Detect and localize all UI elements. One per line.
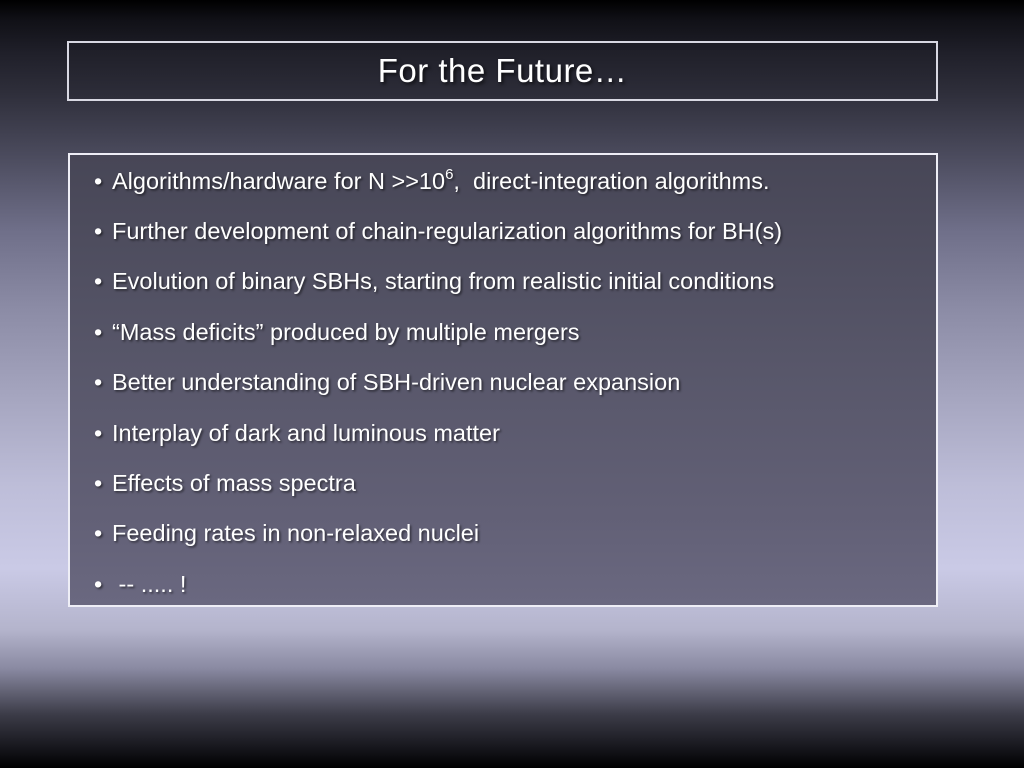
content-box	[68, 153, 938, 607]
bullet-superscript: 6	[445, 165, 454, 183]
title-box	[67, 41, 938, 101]
bullet-icon: •	[94, 268, 103, 295]
bullet-text: Feeding rates in non-relaxed nuclei	[112, 520, 480, 547]
bullet-icon: •	[94, 369, 103, 396]
bullet-text: Algorithms/hardware for N >>10	[112, 167, 446, 194]
bullet-text: “Mass deficits” produced by multiple mergers	[112, 318, 580, 345]
list-item	[94, 358, 926, 408]
bullet-list	[70, 155, 936, 610]
list-item	[94, 307, 926, 357]
bullet-text: Interplay of dark and luminous matter	[112, 419, 500, 446]
bullet-text: , direct-integration algorithms.	[453, 167, 770, 194]
bullet-icon: •	[94, 419, 103, 446]
bullet-icon: •	[94, 570, 103, 597]
bullet-icon: •	[94, 318, 103, 345]
list-item	[94, 206, 926, 256]
list-item	[94, 257, 926, 307]
bullet-text: -- ..... !	[112, 570, 187, 597]
bullet-text: Evolution of binary SBHs, starting from realistic initial conditions	[112, 268, 775, 295]
bullet-icon: •	[94, 218, 103, 245]
bullet-icon: •	[94, 167, 103, 194]
bullet-icon: •	[94, 470, 103, 497]
list-item	[94, 408, 926, 458]
list-item	[94, 509, 926, 559]
bullet-text: Further development of chain-regularization algorithms for BH(s)	[112, 218, 783, 245]
bullet-text: Effects of mass spectra	[112, 470, 356, 497]
list-item	[94, 458, 926, 508]
list-item	[94, 156, 926, 206]
page-title: For the Future…	[377, 52, 628, 89]
bullet-text: Better understanding of SBH-driven nuclear expansion	[112, 369, 681, 396]
bullet-icon: •	[94, 520, 103, 547]
list-item	[94, 559, 926, 609]
